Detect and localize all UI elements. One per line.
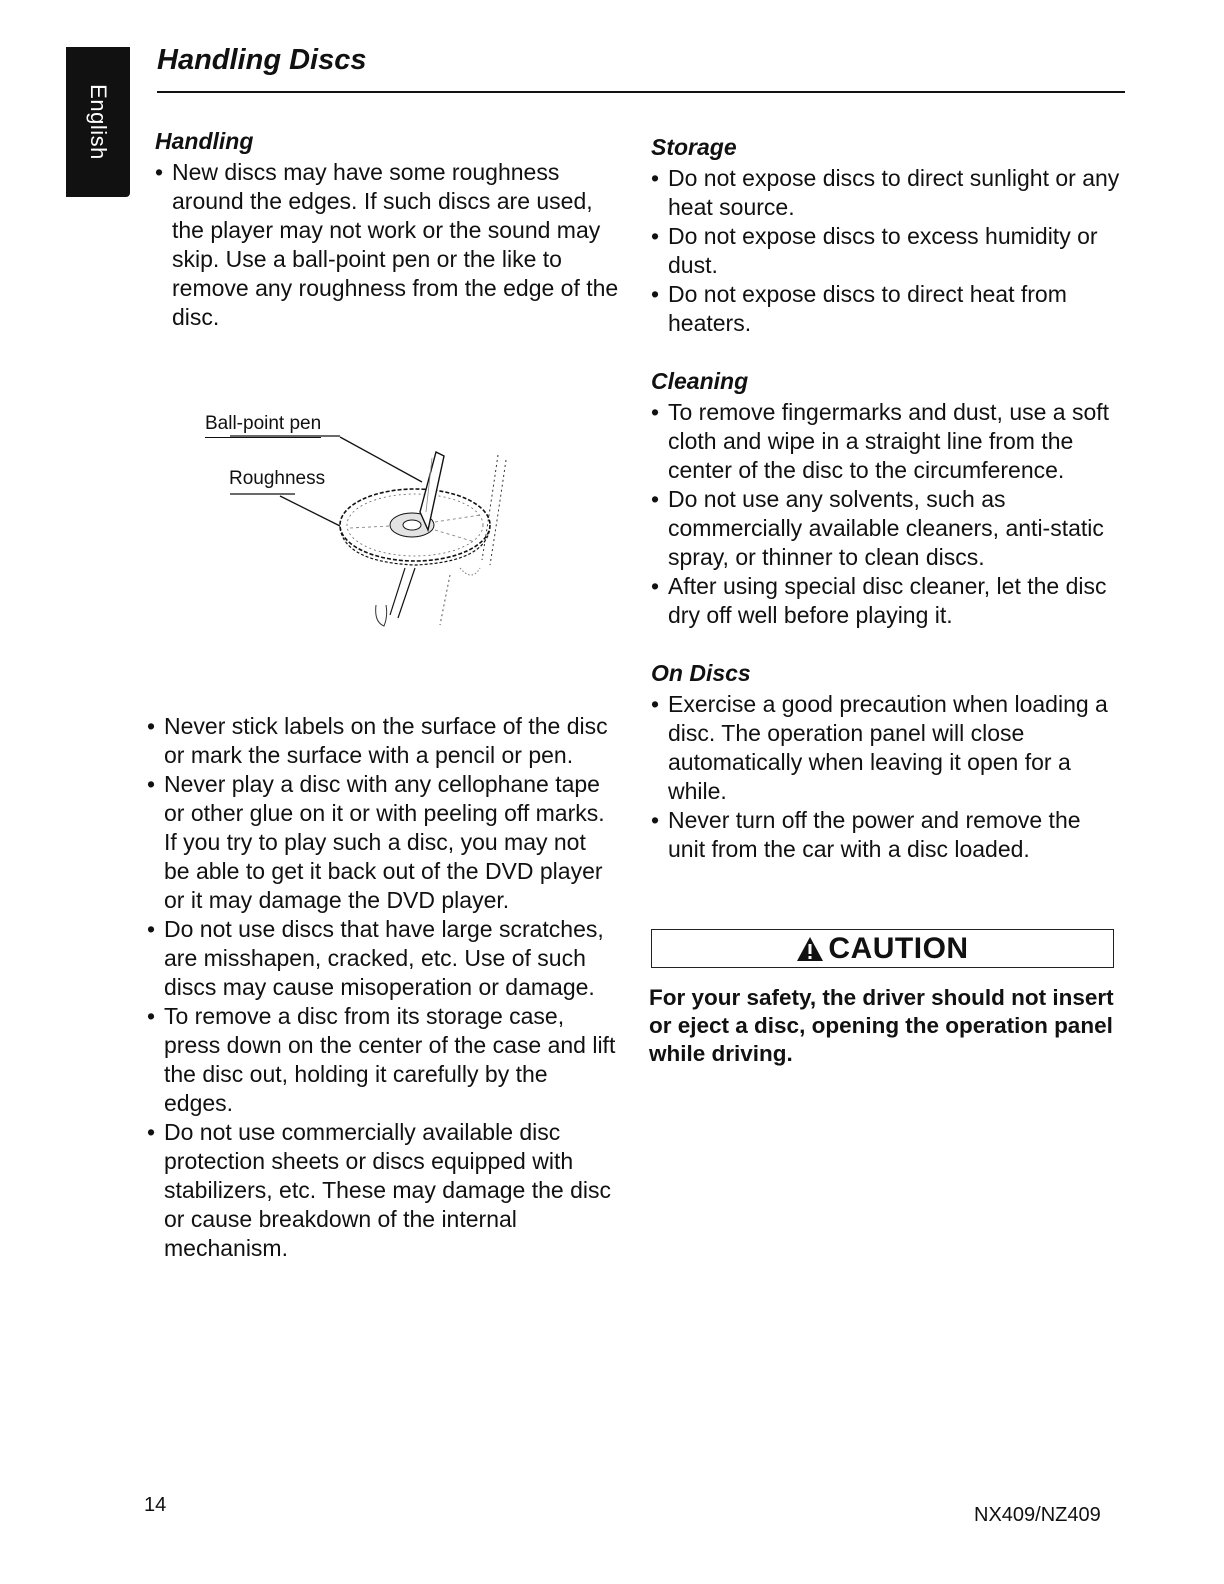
handling-section [155,128,625,332]
storage-section [651,134,1121,338]
page-number: 14 [144,1494,167,1516]
language-tab [66,47,130,197]
list-item: • To remove fingermarks and dust, use a soft cloth and wipe in a straight line from the center of the disc to the circumference. [651,398,1121,485]
list-item: • Never stick labels on the surface of the disc or mark the surface with a pencil or pen. [147,712,617,770]
cleaning-list [651,398,1121,630]
list-item: • Do not expose discs to direct sunlight or any heat source. [651,164,1121,222]
list-item: • Never play a disc with any cellophane tape or other glue on it or with peeling off marks. If you try to play such a disc, you may not be able to get it back out of the DVD player or it may damage the DVD player. [147,770,617,915]
caution-label: CAUTION [828,931,969,965]
right-column [651,134,1121,864]
list-item: • Never turn off the power and remove the unit from the car with a disc loaded. [651,806,1121,864]
handling-bullets-section [147,712,617,1263]
list-item: • New discs may have some roughness around the edges. If such discs are used, the player may not work or the sound may skip. Use a ball-point pen or the like to remove any roughness from the edge of the disc. [155,158,625,332]
on-discs-heading: On Discs [651,660,751,686]
list-item: • Do not expose discs to excess humidity or dust. [651,222,1121,280]
disc-figure [190,400,520,650]
cleaning-heading: Cleaning [651,368,749,394]
pen-label: Ball-point pen [205,412,321,438]
list-item: • Do not use any solvents, such as commercially available cleaners, anti-static spray, or thinner to clean discs. [651,485,1121,572]
list-item: • To remove a disc from its storage case, press down on the center of the case and lift the disc out, holding it carefully by the edges. [147,1002,617,1118]
language-tab-label: English [86,84,111,160]
handling-bullet-list [147,712,617,1263]
cleaning-section [651,368,1121,630]
caution-box [651,929,1114,968]
roughness-label: Roughness [229,468,326,489]
list-item: • Do not use commercially available disc protection sheets or discs equipped with stabilizers, etc. These may damage the disc or cause breakdown of the internal mechanism. [147,1118,617,1263]
storage-heading: Storage [651,134,737,160]
title-rule [157,91,1125,93]
page-title: Handling Discs [157,44,367,76]
caution-text: For your safety, the driver should not insert or eject a disc, opening the operation panel while driving. [649,985,1114,1066]
model-number: NX409/NZ409 [974,1504,1101,1526]
on-discs-list [651,690,1121,864]
list-item: • Exercise a good precaution when loading a disc. The operation panel will close automatically when leaving it open for a while. [651,690,1121,806]
warning-triangle-icon [796,936,824,962]
on-discs-section [651,660,1121,864]
list-item: • Do not use discs that have large scratches, are misshapen, cracked, etc. Use of such discs may cause misoperation or damage. [147,915,617,1002]
list-item: • Do not expose discs to direct heat from heaters. [651,280,1121,338]
storage-list [651,164,1121,338]
handling-heading: Handling [155,128,254,154]
list-item: • After using special disc cleaner, let the disc dry off well before playing it. [651,572,1121,630]
handling-intro-list [155,158,625,332]
